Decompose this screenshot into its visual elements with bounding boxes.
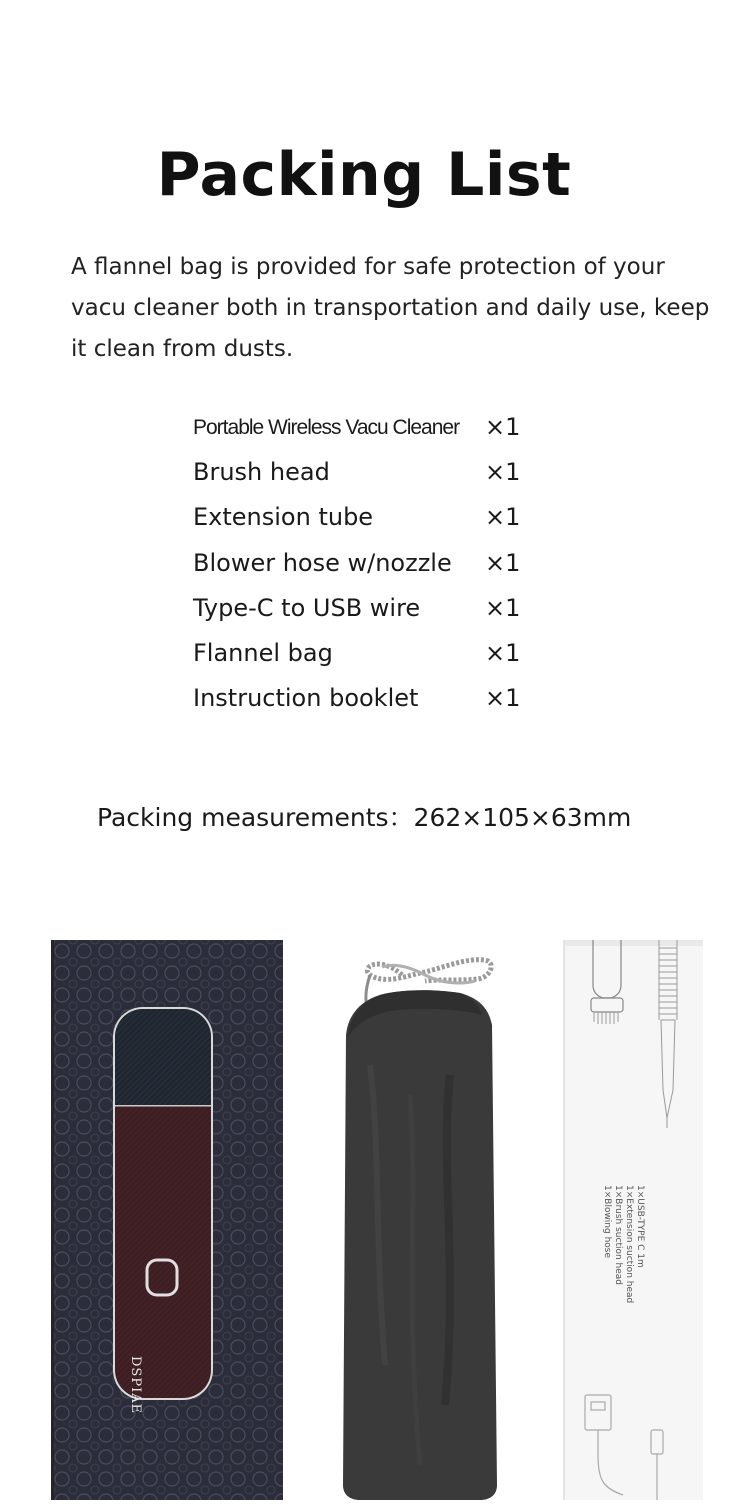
product-box-image [51,940,283,1500]
list-item [193,631,553,676]
item-name: Blower hose w/nozzle [193,548,452,577]
item-qty: ×1 [485,458,521,487]
list-item [193,495,553,540]
item-name: Instruction booklet [193,684,419,713]
item-name: Type-C to USB wire [193,593,421,622]
item-qty: ×1 [485,413,521,441]
contents-line: 1×Brush suction head [613,1185,623,1286]
list-item [193,676,553,721]
item-name: Brush head [193,458,330,487]
contents-line: 1×USB-TYPE C 1m [635,1185,645,1268]
accessory-contents-list [563,940,703,1500]
item-name: Extension tube [193,503,374,532]
list-item [193,586,553,631]
accessory-box-image [563,940,703,1500]
contents-line: 1×Blowing hose [602,1185,612,1259]
item-name: Flannel bag [193,638,333,667]
item-qty: ×1 [485,503,521,532]
page-title: Packing List [156,140,572,210]
description: A flannel bag is provided for safe protection of your vacu cleaner both in transportation and daily use, keep it clean from dusts. [71,254,710,362]
item-qty: ×1 [485,638,521,667]
list-item [193,541,553,586]
contents-line: 1×Extension suction head [624,1185,634,1304]
packing-measurements: Packing measurements：262×105×63mm [97,803,632,832]
list-item [193,405,553,450]
packing-list [193,405,553,721]
item-qty: ×1 [485,593,521,622]
list-item [193,450,553,495]
item-qty: ×1 [485,684,521,713]
item-qty: ×1 [485,548,521,577]
flannel-bag-image [340,945,500,1500]
item-name: Portable Wireless Vacu Cleaner [193,416,460,439]
brand-logo: DSPIAE [128,1356,143,1415]
